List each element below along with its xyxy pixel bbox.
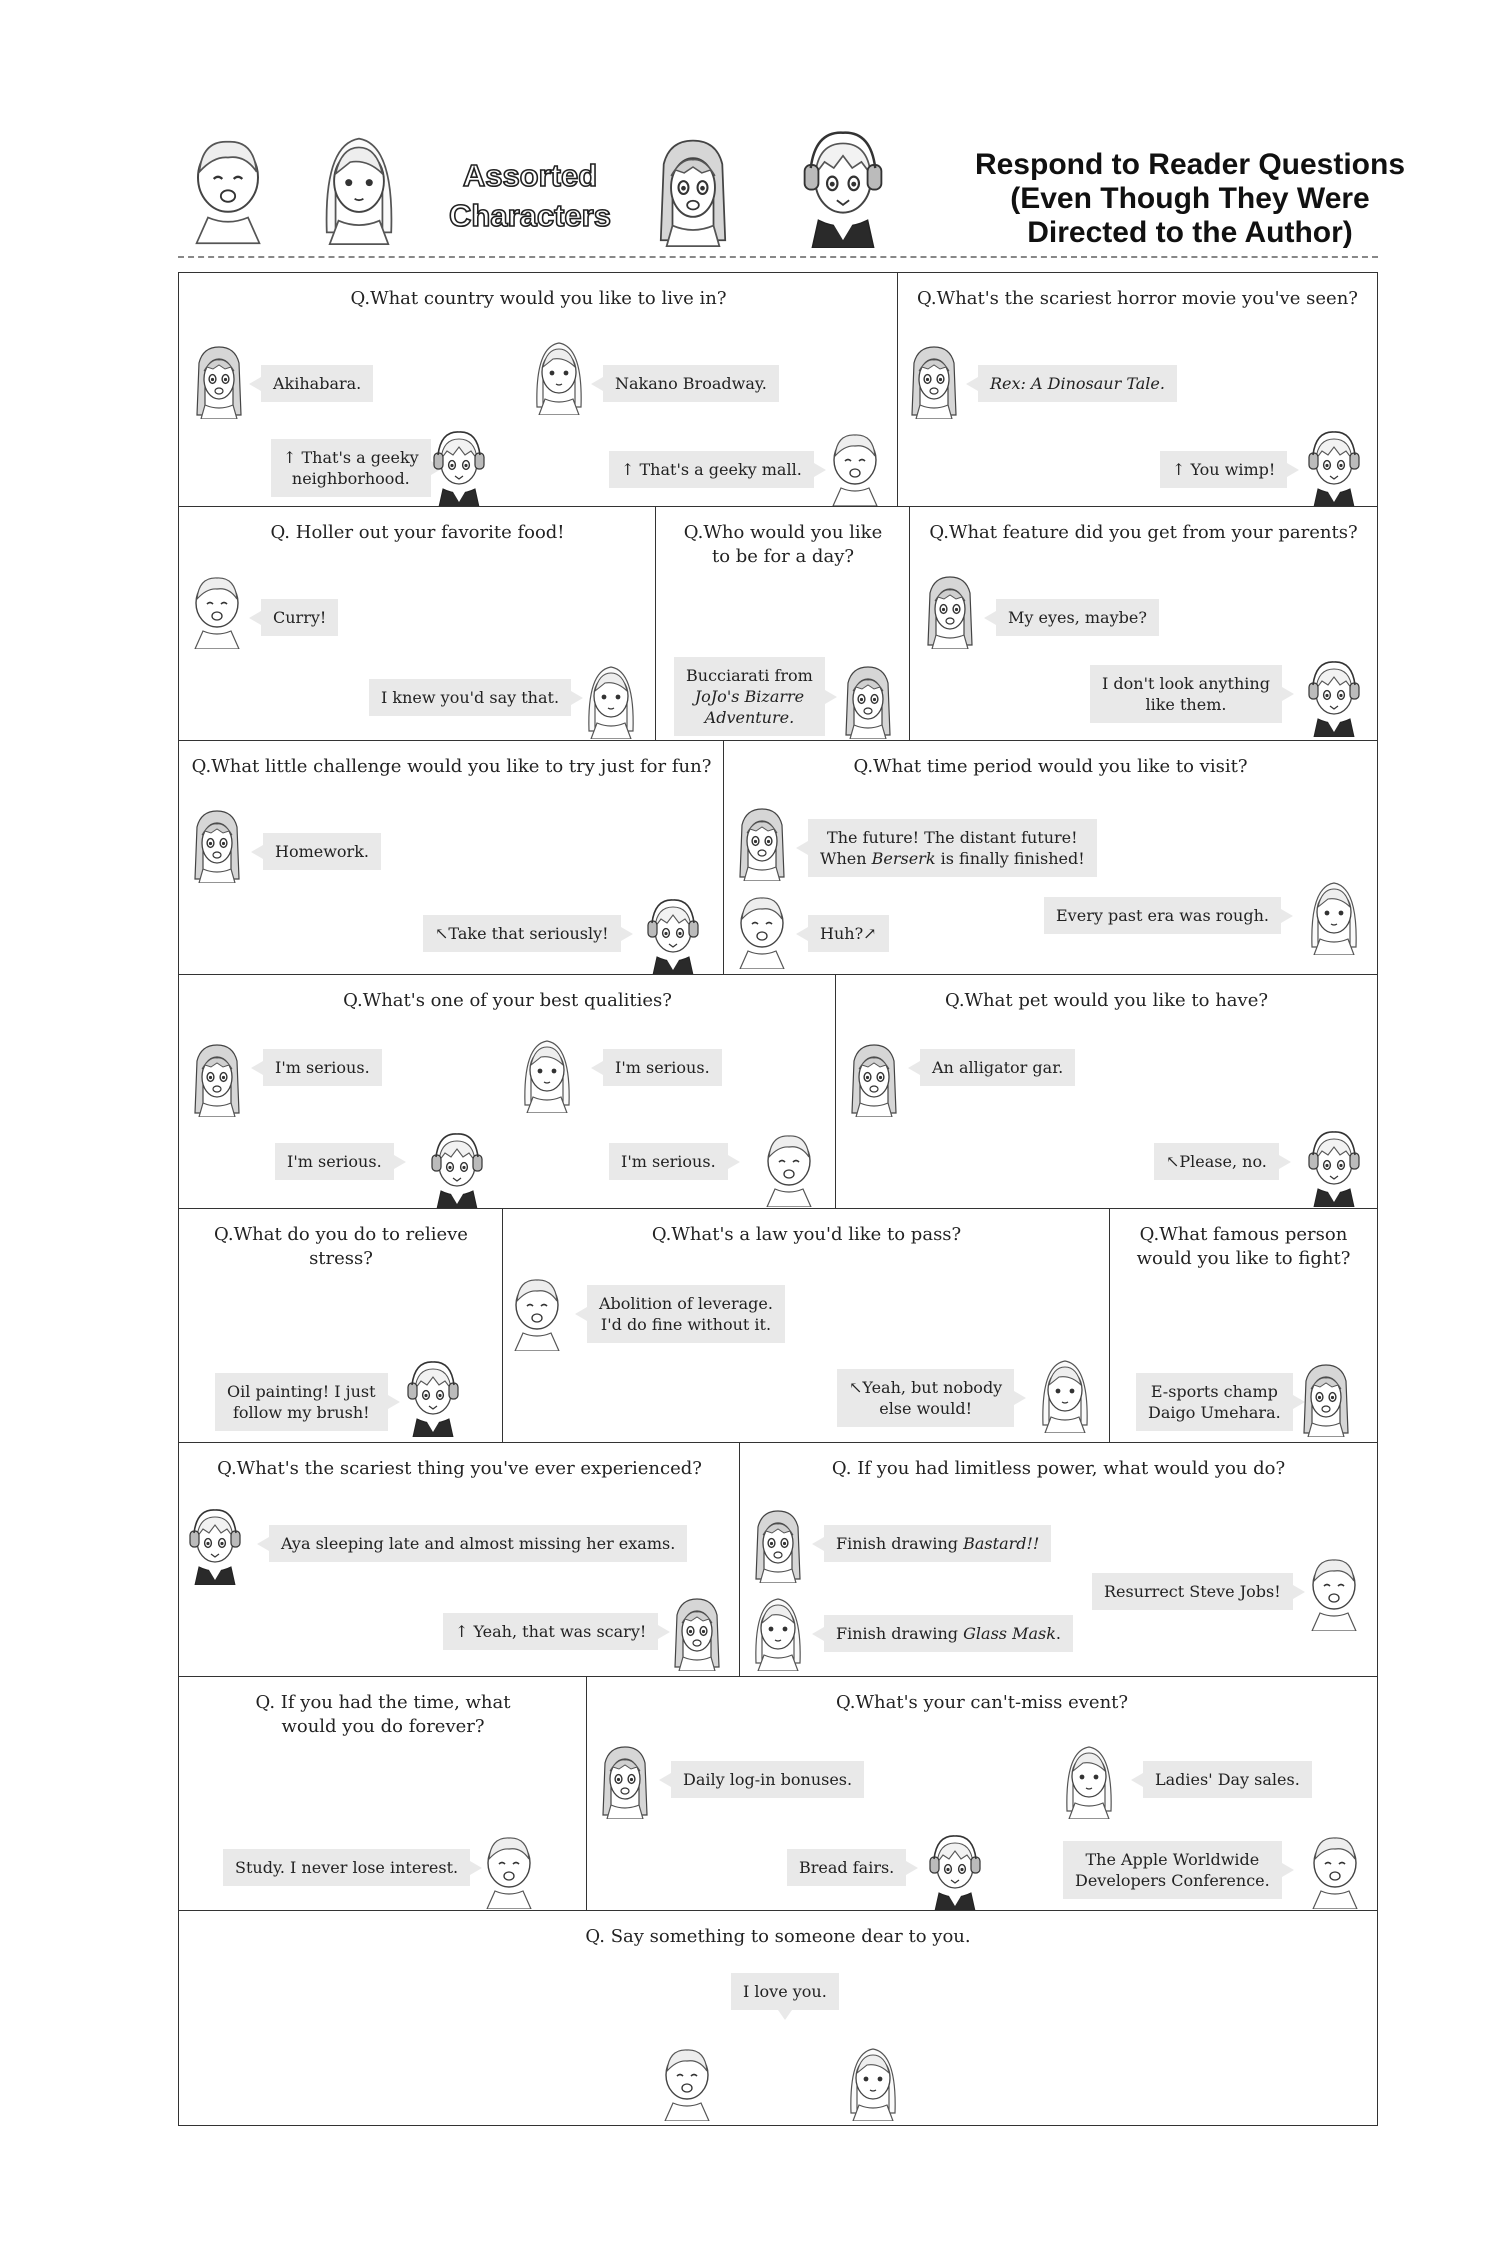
assorted-characters-logo [425, 152, 635, 238]
long-hair-girl-icon [531, 337, 587, 415]
long-hair-girl-icon [845, 2043, 901, 2121]
ponytail-girl-icon [1307, 1831, 1363, 1909]
headphone-girl-icon [429, 1131, 485, 1209]
bangs-girl-icon [846, 1039, 902, 1117]
question: Q.What pet would you like to have? [944, 990, 1269, 1011]
answer-bubble: Homework. [263, 833, 381, 870]
panel-do-forever [178, 1676, 588, 1912]
long-hair-girl-icon [750, 1593, 806, 1671]
bangs-girl-icon [189, 805, 245, 883]
panel-pet [835, 974, 1378, 1210]
headphone-girl-icon [927, 1833, 983, 1911]
title-line-1: Respond to Reader Questions [974, 148, 1406, 181]
panel-limitless-power [739, 1442, 1378, 1678]
ponytail-girl-icon [189, 571, 245, 649]
answer-bubble: I love you. [731, 1973, 839, 2010]
header-ponytail-girl [188, 130, 268, 245]
answer-bubble: Daily log-in bonuses. [671, 1761, 864, 1798]
ponytail-girl-icon [761, 1129, 817, 1207]
answer-bubble: ↑ Yeah, that was scary! [443, 1613, 658, 1650]
panel-feature-from-parents [909, 506, 1378, 742]
answer-bubble: I'm serious. [609, 1143, 728, 1180]
header-bangs-girl [652, 130, 734, 248]
panel-someone-dear [178, 1910, 1378, 2126]
question: Q. If you had limitless power, what would you do? [831, 1458, 1286, 1479]
answer-bubble: Every past era was rough. [1044, 897, 1281, 934]
ponytail-girl-icon [481, 1831, 537, 1909]
header-divider [178, 256, 1378, 258]
answer-bubble: Resurrect Steve Jobs! [1092, 1573, 1293, 1610]
bangs-girl-icon [906, 341, 962, 419]
answer-bubble: Oil painting! I just follow my brush! [215, 1373, 388, 1431]
ponytail-girl-icon [659, 2043, 715, 2121]
answer-bubble: ↑ You wimp! [1160, 451, 1287, 488]
answer-bubble: I knew you'd say that. [369, 679, 571, 716]
panel-horror-movie [897, 272, 1378, 508]
question: Q.What's your can't-miss event? [835, 1692, 1129, 1713]
answer-bubble: E-sports champ Daigo Umehara. [1136, 1373, 1293, 1431]
header-long-hair-girl [318, 128, 400, 246]
bangs-girl-icon [1298, 1359, 1354, 1437]
question: Q.What famous person would you like to fight? [1136, 1224, 1351, 1269]
panel-law-to-pass [502, 1208, 1111, 1444]
answer-bubble: ↖Yeah, but nobody else would! [837, 1369, 1014, 1427]
panel-best-qualities [178, 974, 837, 1210]
headphone-girl-icon [431, 429, 487, 507]
bangs-girl-icon [922, 571, 978, 649]
answer-bubble: The Apple Worldwide Developers Conference. [1063, 1841, 1282, 1899]
ponytail-girl-icon [1306, 1553, 1362, 1631]
question: Q.What's the scariest horror movie you've seen? [917, 288, 1358, 309]
long-hair-girl-icon [583, 661, 639, 739]
answer-bubble: I'm serious. [263, 1049, 382, 1086]
answer-bubble: ↖Take that seriously! [423, 915, 621, 952]
bangs-girl-icon [191, 341, 247, 419]
headphone-girl-icon [1306, 429, 1362, 507]
ponytail-girl-icon [827, 428, 883, 506]
answer-bubble: Abolition of leverage. I'd do fine without it. [587, 1285, 785, 1343]
logo-line-1: Assorted [462, 158, 598, 193]
question: Q.What do you do to relieve stress? [214, 1224, 468, 1269]
question: Q.What little challenge would you like to try just for fun? [191, 756, 712, 777]
bangs-girl-icon [750, 1505, 806, 1583]
answer-bubble: Finish drawing Bastard!! [824, 1525, 1051, 1562]
answer-bubble: Bucciarati from JoJo's Bizarre Adventure. [674, 657, 825, 736]
long-hair-girl-icon [519, 1035, 575, 1113]
question: Q.What feature did you get from your parents? [929, 522, 1358, 543]
ponytail-girl-icon [734, 891, 790, 969]
long-hair-girl-icon [1037, 1355, 1093, 1433]
title-line-2: (Even Though They Were [1010, 182, 1370, 215]
question: Q. Holler out your favorite food! [270, 522, 565, 543]
panel-relieve-stress [178, 1208, 504, 1444]
answer-bubble: Nakano Broadway. [603, 365, 779, 402]
header-headphone-girl [800, 128, 886, 248]
answer-bubble: Akihabara. [261, 365, 373, 402]
headphone-girl-icon [645, 897, 701, 975]
panel-scariest-experience [178, 1442, 741, 1678]
bangs-girl-icon [189, 1039, 245, 1117]
question: Q. If you had the time, what would you do forever? [255, 1692, 511, 1737]
answer-bubble: The future! The distant future! When Berserk is finally finished! [808, 819, 1097, 877]
answer-bubble: Bread fairs. [787, 1849, 906, 1886]
answer-bubble: Study. I never lose interest. [223, 1849, 470, 1886]
bangs-girl-icon [669, 1593, 725, 1671]
panel-be-for-a-day [655, 506, 911, 742]
headphone-girl-icon [1306, 659, 1362, 737]
panel-country [178, 272, 899, 508]
answer-bubble: I don't look anything like them. [1090, 665, 1282, 723]
question: Q.Who would you like to be for a day? [683, 522, 883, 567]
ponytail-girl-icon [509, 1273, 565, 1351]
logo-line-2: Characters [449, 198, 611, 233]
title-line-3: Directed to the Author) [1027, 216, 1353, 249]
panel-little-challenge [178, 740, 725, 976]
question: Q.What's one of your best qualities? [343, 990, 672, 1011]
bangs-girl-icon [734, 803, 790, 881]
question: Q.What's the scariest thing you've ever experienced? [217, 1458, 702, 1479]
answer-bubble: My eyes, maybe? [996, 599, 1159, 636]
answer-bubble: I'm serious. [275, 1143, 394, 1180]
headphone-girl-icon [405, 1359, 461, 1437]
headphone-girl-icon [187, 1507, 243, 1585]
page-title [955, 148, 1425, 250]
answer-bubble: ↖Please, no. [1154, 1143, 1279, 1180]
answer-bubble: ↑ That's a geeky mall. [609, 451, 814, 488]
question: Q.What's a law you'd like to pass? [651, 1224, 962, 1245]
question: Q.What time period would you like to visit? [853, 756, 1248, 777]
panel-favorite-food [178, 506, 657, 742]
answer-bubble: I'm serious. [603, 1049, 722, 1086]
panel-famous-person [1109, 1208, 1378, 1444]
answer-bubble: Rex: A Dinosaur Tale. [978, 365, 1177, 402]
long-hair-girl-icon [1306, 877, 1362, 955]
bangs-girl-icon [840, 661, 896, 739]
answer-bubble: Ladies' Day sales. [1143, 1761, 1312, 1798]
bangs-girl-icon [597, 1741, 653, 1819]
panel-time-period [723, 740, 1378, 976]
answer-bubble: Finish drawing Glass Mask. [824, 1615, 1073, 1652]
panel-cant-miss-event [586, 1676, 1378, 1912]
answer-bubble: Curry! [261, 599, 338, 636]
answer-bubble: An alligator gar. [920, 1049, 1075, 1086]
question: Q. Say something to someone dear to you. [585, 1926, 971, 1947]
answer-bubble: Aya sleeping late and almost missing her exams. [269, 1525, 687, 1562]
answer-bubble: Huh?↗ [808, 915, 889, 952]
long-hair-girl-icon [1061, 1741, 1117, 1819]
headphone-girl-icon [1306, 1129, 1362, 1207]
question: Q.What country would you like to live in? [350, 288, 727, 309]
answer-bubble: ↑ That's a geeky neighborhood. [271, 439, 431, 497]
